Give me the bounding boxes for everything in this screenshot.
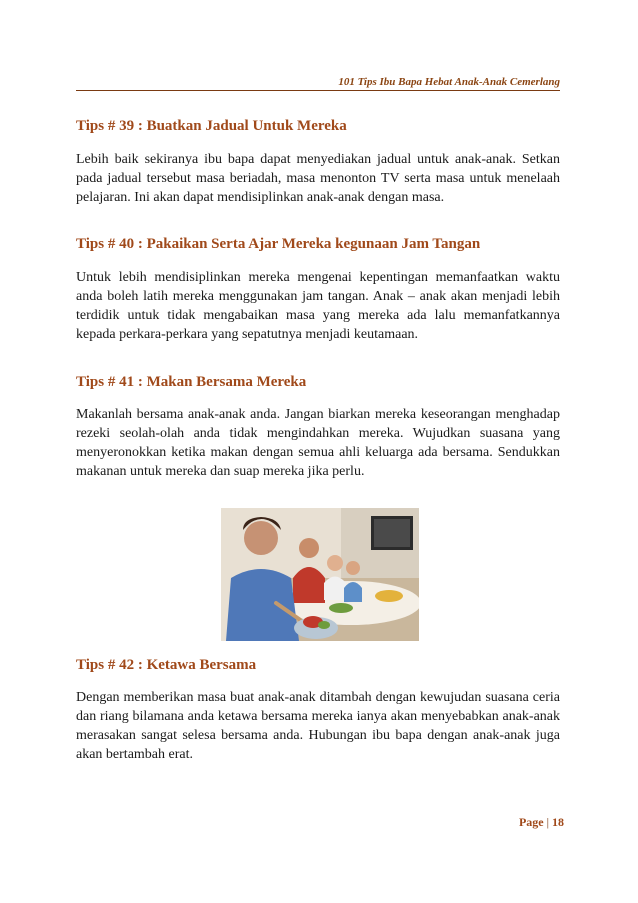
tip-39-title: Tips # 39 : Buatkan Jadual Untuk Mereka	[76, 118, 347, 134]
page-footer: Page | 18	[518, 815, 564, 829]
page-label: Page	[518, 815, 544, 829]
family-meal-illustration	[221, 508, 419, 641]
running-header-title: 101 Tips Ibu Bapa Hebat Anak-Anak Cemerlang	[338, 76, 560, 88]
tip-41-title: Tips # 41 : Makan Bersama Mereka	[76, 374, 307, 390]
tip-41-body: Makanlah bersama anak-anak anda. Jangan biarkan mereka keseorangan menghadap rezeki seolah-olah anda tidak mengindahkan mereka. Wujudkan suasana yang menyeronokkan ketika makan dengan semua ahli keluarga ada bersama. Sendukkan makanan untuk mereka dan suap mereka jika perlu.	[76, 407, 560, 479]
tip-39-body: Lebih baik sekiranya ibu bapa dapat menyediakan jadual untuk anak-anak. Setkan pada jadual tersebut masa beriadah, masa menonton TV serta masa untuk menelaah pelajaran. Ini akan dapat mendisiplinkan anak-anak dengan masa.	[76, 152, 560, 205]
page-number: 18	[552, 815, 564, 829]
tip-40-body: Untuk lebih mendisiplinkan mereka mengenai kepentingan memanfaatkan waktu anda boleh latih mereka menggunakan jam tangan. Anak – anak akan menjadi lebih terdidik untuk tidak mengabaikan masa yang mereka ada lalu memanfatkannya kepada perkara-perkara yang sepatutnya menjadi keutamaan.	[76, 270, 560, 342]
running-header	[76, 76, 560, 91]
tip-42-title: Tips # 42 : Ketawa Bersama	[76, 657, 257, 673]
family-meal-photo	[221, 508, 419, 641]
tip-40-title: Tips # 40 : Pakaikan Serta Ajar Mereka kegunaan Jam Tangan	[76, 236, 481, 252]
tip-42-body: Dengan memberikan masa buat anak-anak ditambah dengan kewujudan suasana ceria dan riang bilamana anda ketawa bersama mereka ianya akan menyebabkan anak-anak merasakan sangat selesa bersama anda. Hubungan ibu bapa dengan anak-anak juga akan bertambah erat.	[76, 690, 560, 762]
